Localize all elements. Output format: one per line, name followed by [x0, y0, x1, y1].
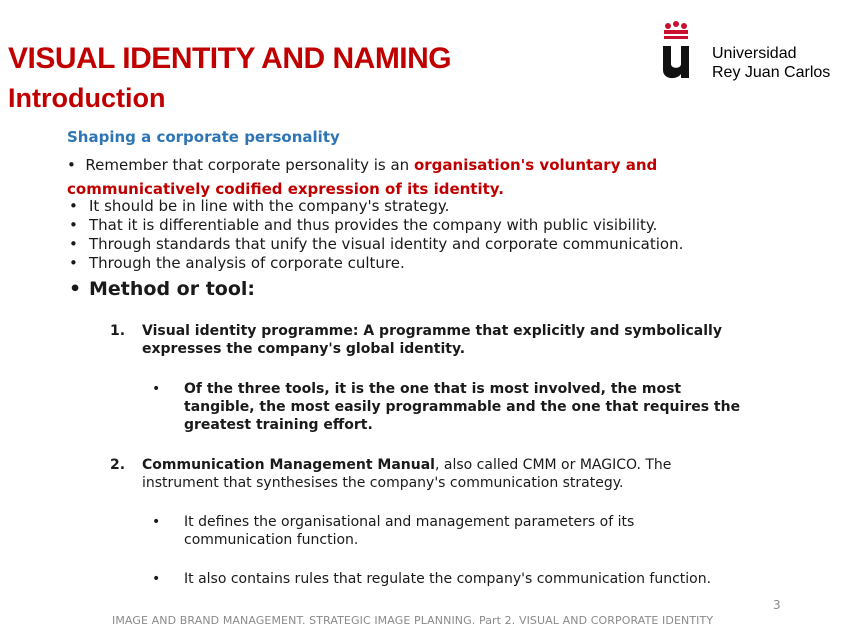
slide-subtitle: Introduction	[8, 83, 166, 113]
intro-highlight-1: organisation's voluntary and	[413, 156, 658, 174]
section-title: Shaping a corporate personality	[67, 128, 340, 146]
intro-paragraph	[67, 153, 757, 201]
bullet-glyph: •	[67, 156, 86, 174]
sub-bullet-text: It defines the organisational and management parameters of its communication function.	[184, 514, 635, 548]
sub-bullet-text: It also contains rules that regulate the company's communication function.	[184, 571, 712, 587]
university-name	[712, 44, 830, 82]
sub-bullet-1	[152, 380, 742, 434]
sub-bullet-text: Of the three tools, it is the one that is most involved, the most tangible, the most easily programmable and the one that requires the greatest training effort.	[184, 381, 741, 433]
item-bold-text: Communication Management Manual	[142, 457, 435, 473]
bullet-list	[67, 197, 683, 273]
numbered-item-1	[110, 322, 730, 358]
sub-bullet-3	[152, 570, 742, 588]
slide-title: VISUAL IDENTITY AND NAMING	[8, 42, 452, 75]
item-number: 1.	[110, 323, 126, 339]
item-text: Visual identity programme: A programme that explicitly and symbolically expresses the company's global identity.	[142, 323, 722, 357]
bullet-glyph: •	[152, 514, 161, 530]
bullet-item: • Through standards that unify the visual identity and corporate communication.	[67, 235, 683, 254]
bullet-glyph: •	[152, 571, 161, 587]
bullet-glyph: •	[152, 381, 161, 397]
bullet-item: • It should be in line with the company's strategy.	[67, 197, 683, 216]
logo-line-1: Universidad	[712, 45, 797, 62]
numbered-item-2	[110, 456, 730, 492]
page-number: 3	[773, 598, 781, 612]
bullet-item: • Through the analysis of corporate culture.	[67, 254, 683, 273]
item-text	[142, 456, 730, 492]
intro-highlight-2: communicatively codified expression of its identity.	[67, 180, 504, 198]
item-rest-text: , also called CMM or MAGICO. The instrument that synthesises the company's communication strategy.	[142, 457, 672, 491]
sub-bullet-2	[152, 513, 742, 549]
intro-text: Remember that corporate personality is an	[85, 156, 414, 174]
logo-line-2: Rey Juan Carlos	[712, 64, 831, 81]
method-heading: • Method or tool:	[67, 278, 255, 300]
item-number: 2.	[110, 457, 126, 473]
bullet-item: • That it is differentiable and thus provides the company with public visibility.	[67, 216, 683, 235]
footer-text: IMAGE AND BRAND MANAGEMENT. STRATEGIC IMAGE PLANNING. Part 2. VISUAL AND CORPORATE IDENTITY	[112, 614, 714, 627]
